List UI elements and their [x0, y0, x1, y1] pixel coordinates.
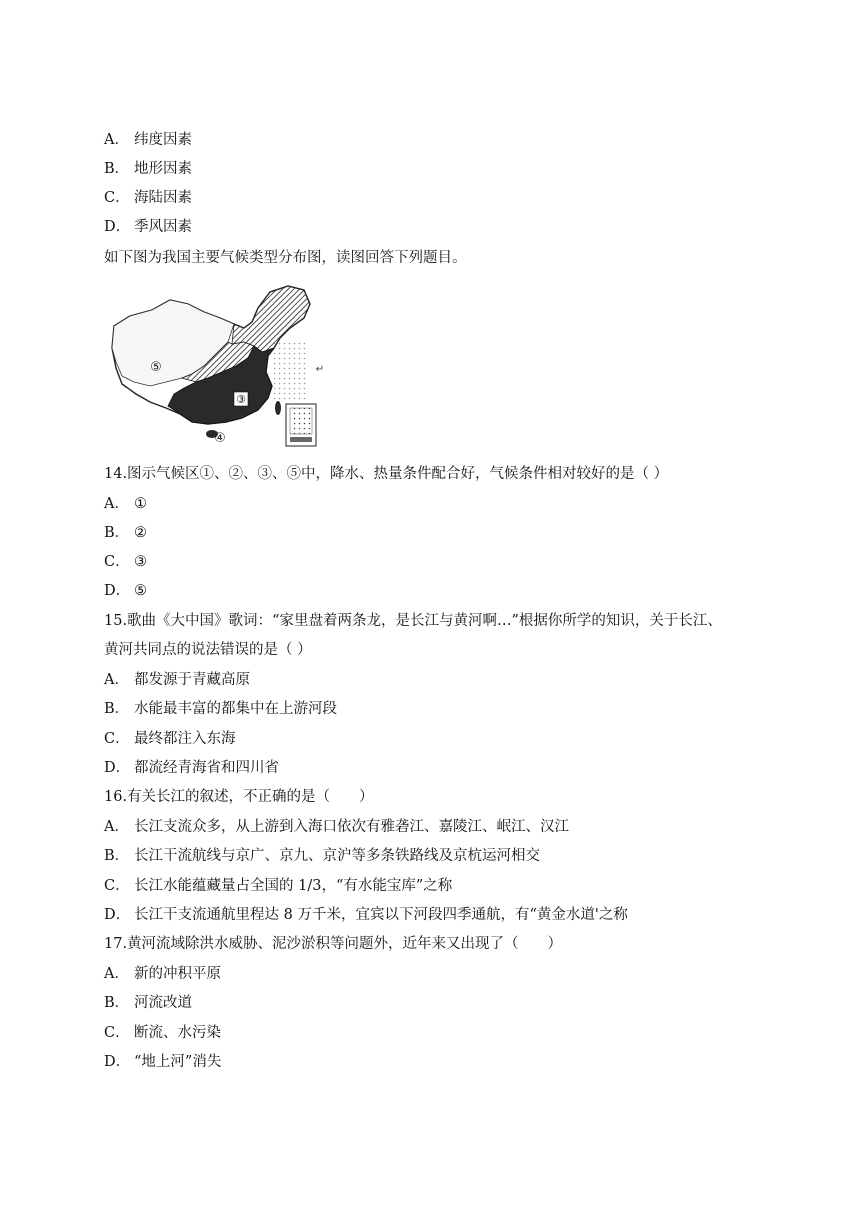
region-4-label: ④	[214, 431, 226, 446]
q15-stem-line1: 15.歌曲《大中国》歌词：“家里盘着两条龙，是长江与黄河啊…”根据你所学的知识，关于长江、	[104, 613, 722, 629]
q14-option-c	[104, 552, 147, 572]
option-letter: C．	[104, 190, 130, 206]
option-letter: D．	[104, 583, 131, 599]
option-text: 河流改道	[134, 995, 192, 1011]
q14-option-b	[104, 523, 147, 543]
q15-option-d	[104, 758, 279, 778]
option-letter: A．	[104, 132, 129, 148]
option-letter: A．	[104, 496, 129, 512]
option-letter: B．	[104, 995, 130, 1011]
option-letter: C．	[104, 554, 130, 570]
climate-map	[108, 282, 328, 452]
region-3-label: ③	[236, 393, 246, 406]
q17-option-c	[104, 1023, 221, 1043]
q15-option-c	[104, 729, 236, 749]
option-letter: D．	[104, 219, 131, 235]
option-text: ③	[134, 554, 147, 570]
option-letter: B．	[104, 701, 130, 717]
option-text: ①	[134, 496, 147, 512]
q17-option-b	[104, 993, 192, 1013]
option-text: 都流经青海省和四川省	[134, 760, 279, 776]
q16-option-a	[104, 817, 569, 837]
q16-stem: 16.有关长江的叙述，不正确的是（ ）	[104, 789, 374, 805]
q13-option-c	[104, 188, 192, 208]
option-text: 长江干流航线与京广、京九、京沪等多条铁路线及京杭运河相交	[134, 848, 540, 864]
q13-option-b	[104, 159, 192, 179]
inset-caption	[290, 437, 312, 442]
option-text: 都发源于青藏高原	[134, 672, 250, 688]
option-text: 长江水能蕴藏量占全国的 1/3，“有水能宝库”之称	[134, 878, 453, 894]
q15-option-b	[104, 699, 337, 719]
intro-text: 如下图为我国主要气候类型分布图，读图回答下列题目。	[104, 250, 467, 266]
option-letter: A．	[104, 966, 129, 982]
region-5-label: ⑤	[150, 360, 162, 375]
option-text: 新的冲积平原	[134, 966, 221, 982]
q14-option-d	[104, 581, 147, 601]
inset-map	[290, 408, 312, 434]
option-letter: C．	[104, 731, 130, 747]
q16-option-c	[104, 876, 452, 896]
option-letter: B．	[104, 848, 130, 864]
q16-option-d	[104, 905, 628, 925]
q17-option-d	[104, 1052, 221, 1072]
option-text: 季风因素	[134, 219, 192, 235]
option-text: 地形因素	[134, 161, 192, 177]
q16-option-b	[104, 846, 540, 866]
option-text: 海陆因素	[134, 190, 192, 206]
option-text: 长江干支流通航里程达 8 万千米，宜宾以下河段四季通航，有“黄金水道'之称	[134, 907, 628, 923]
option-text: ②	[134, 525, 147, 541]
return-mark: ↵	[315, 364, 325, 375]
option-text: 长江支流众多，从上游到入海口依次有雅砻江、嘉陵江、岷江、汉江	[134, 819, 569, 835]
q14-option-a	[104, 494, 147, 514]
q14-stem: 14.图示气候区①、②、③、⑤中，降水、热量条件配合好，气候条件相对较好的是（ ）	[104, 466, 669, 482]
option-letter: C．	[104, 1025, 130, 1041]
option-text: 水能最丰富的都集中在上游河段	[134, 701, 337, 717]
option-text: 最终都注入东海	[134, 731, 236, 747]
q13-option-d	[104, 217, 192, 237]
q13-option-a	[104, 130, 192, 150]
option-letter: D．	[104, 760, 131, 776]
option-letter: D．	[104, 907, 131, 923]
taiwan-island	[275, 401, 281, 415]
option-letter: B．	[104, 525, 130, 541]
option-text: ⑤	[134, 583, 147, 599]
option-letter: B．	[104, 161, 130, 177]
q17-stem: 17.黄河流域除洪水威胁、泥沙淤积等问题外，近年来又出现了（ ）	[104, 936, 563, 952]
q15-stem-line2: 黄河共同点的说法错误的是（ ）	[104, 642, 312, 658]
option-letter: A．	[104, 819, 129, 835]
option-letter: D．	[104, 1054, 131, 1070]
option-letter: C．	[104, 878, 130, 894]
option-text: 纬度因素	[134, 132, 192, 148]
option-letter: A．	[104, 672, 129, 688]
q17-option-a	[104, 964, 221, 984]
option-text: 断流、水污染	[134, 1025, 221, 1041]
q15-option-a	[104, 670, 250, 690]
option-text: “地上河”消失	[134, 1054, 222, 1070]
sea-area	[274, 342, 308, 402]
